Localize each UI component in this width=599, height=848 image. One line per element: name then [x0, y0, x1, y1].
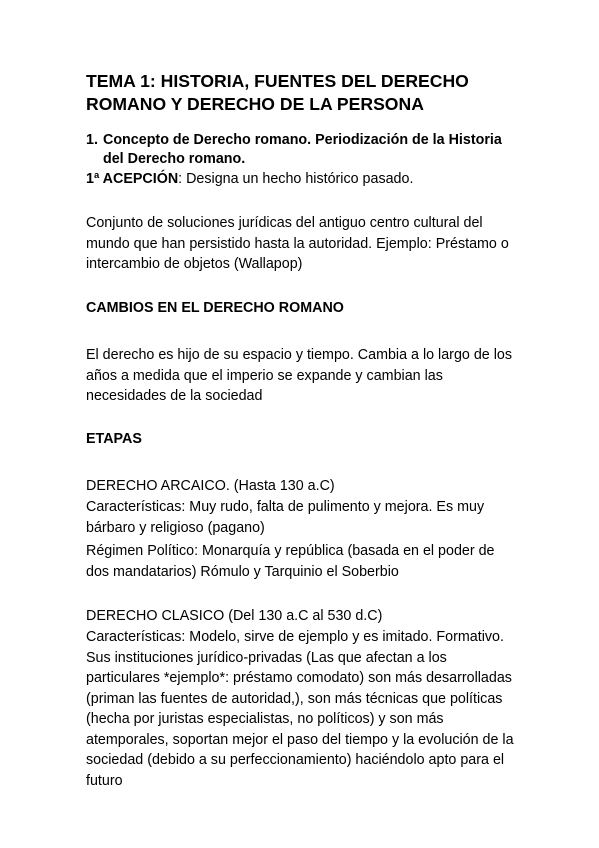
document-title: TEMA 1: HISTORIA, FUENTES DEL DERECHO ROMANO Y DERECHO DE LA PERSONA — [86, 71, 469, 114]
cambios-paragraph: El derecho es hijo de su espacio y tiempo. Cambia a lo largo de los años a medida que el imperio se expande y cambian las necesidades de la sociedad — [86, 347, 512, 404]
section-heading-text: Concepto de Derecho romano. Periodización de la Historia del Derecho romano. — [103, 132, 502, 167]
arcaico-regimen: Régimen Político: Monarquía y república (basada en el poder de dos mandatarios) Rómulo y Tarquinio el Soberbio — [86, 543, 495, 580]
etapas-heading: ETAPAS — [86, 431, 142, 447]
conjunto-paragraph: Conjunto de soluciones jurídicas del antiguo centro cultural del mundo que han persistido hasta la autoridad. Ejemplo: Préstamo o intercambio de objetos (Wallapop) — [86, 215, 509, 272]
section-number: 1. — [86, 132, 98, 148]
acepcion-paragraph — [86, 169, 516, 190]
clasico-caracteristicas: Características: Modelo, sirve de ejemplo y es imitado. Formativo. Sus instituciones jurídico-privadas (Las que afectan a los particulares *ejemplo*: préstamo comodato) son más desarrolladas (priman las fuentes de autoridad,), son más técnicas que políticas (hecha por juristas especialistas, no políticos) y son más atemporales, soportan mejor el paso del tiempo y la evolución de la sociedad (debido a su perfeccionamiento) haciéndolo apto para el futuro — [86, 629, 514, 789]
arcaico-caracteristicas: Características: Muy rudo, falta de pulimento y mejora. Es muy bárbaro y religioso (pagano) — [86, 499, 485, 536]
clasico-title: DERECHO CLASICO (Del 130 a.C al 530 d.C) — [86, 608, 383, 624]
section-heading — [86, 131, 516, 169]
acepcion-text: : Designa un hecho histórico pasado. — [178, 171, 414, 187]
cambios-heading: CAMBIOS EN EL DERECHO ROMANO — [86, 300, 344, 316]
acepcion-label: 1ª ACEPCIÓN — [86, 171, 179, 187]
arcaico-title: DERECHO ARCAICO. (Hasta 130 a.C) — [86, 478, 335, 494]
